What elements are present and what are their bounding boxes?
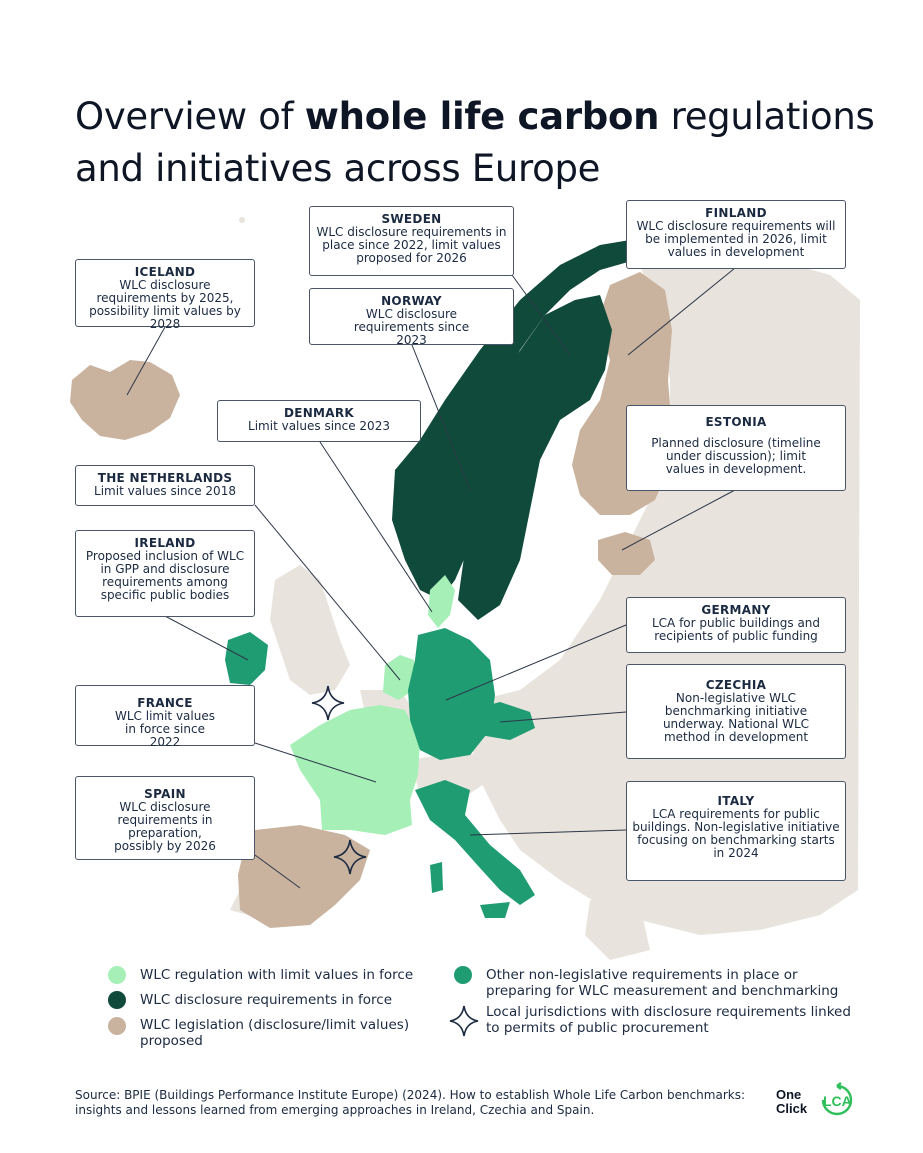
sardinia-shape bbox=[430, 862, 443, 893]
country-name: SPAIN bbox=[144, 787, 186, 801]
country-text: Proposed inclusion of WLC in GPP and disclosure requirements among specific public bodies bbox=[85, 549, 245, 602]
country-name: IRELAND bbox=[134, 536, 196, 550]
country-box-spain bbox=[75, 776, 255, 860]
legend-swatch-disclosure bbox=[108, 991, 126, 1009]
country-text: WLC disclosure requirements in preparation, possibly by 2026 bbox=[114, 800, 216, 853]
country-text: LCA requirements for public buildings. Non-legislative initiative focusing on benchmarking starts in 2024 bbox=[632, 807, 840, 860]
source-note: Source: BPIE (Buildings Performance Institute Europe) (2024). How to establish Whole Life Carbon benchmarks: insights and lessons learned from emerging approaches in Ireland, Czechia and Spain. bbox=[75, 1088, 746, 1117]
country-name: ITALY bbox=[717, 794, 755, 808]
legend-swatch-proposed bbox=[108, 1017, 126, 1035]
iceland-shape bbox=[70, 360, 180, 440]
country-box-estonia bbox=[626, 405, 846, 491]
legend-label-disclosure: WLC disclosure requirements in force bbox=[140, 992, 393, 1008]
country-box-czechia bbox=[626, 664, 846, 759]
country-box-netherlands bbox=[75, 465, 255, 506]
star-icon bbox=[448, 1004, 480, 1038]
country-text: WLC limit values in force since 2022 bbox=[115, 709, 215, 749]
logo-text: One Click bbox=[776, 1087, 808, 1116]
country-box-finland bbox=[626, 200, 846, 269]
country-name: THE NETHERLANDS bbox=[97, 471, 233, 485]
country-box-sweden bbox=[309, 206, 514, 276]
country-text: LCA for public buildings and recipients of public funding bbox=[651, 616, 821, 643]
country-box-france bbox=[75, 685, 255, 749]
country-box-norway bbox=[309, 288, 514, 345]
country-text: Planned disclosure (timeline under discussion); limit values in development. bbox=[651, 436, 821, 476]
country-box-denmark bbox=[217, 400, 421, 442]
country-text: Limit values since 2023 bbox=[248, 419, 390, 433]
country-box-ireland bbox=[75, 530, 255, 617]
country-text: WLC disclosure requirements since 2023 bbox=[353, 307, 470, 347]
country-name: NORWAY bbox=[381, 294, 442, 308]
legend-label-non-legislative: Other non-legislative requirements in place or preparing for WLC measurement and benchmarking bbox=[486, 967, 839, 999]
svg-text:LCA: LCA bbox=[823, 1093, 852, 1109]
legend-label-proposed: WLC legislation (disclosure/limit values) proposed bbox=[140, 1017, 410, 1049]
legend-label-limit-values: WLC regulation with limit values in force bbox=[140, 967, 414, 983]
country-box-iceland bbox=[75, 259, 255, 331]
country-name: CZECHIA bbox=[705, 678, 767, 692]
legend-label-local: Local jurisdictions with disclosure requirements linked to permits of public procurement bbox=[486, 1004, 851, 1036]
country-name: FRANCE bbox=[137, 696, 193, 710]
page-title: Overview of whole life carbon regulations and initiatives across Europe bbox=[75, 94, 875, 190]
country-text: WLC disclosure requirements in place since 2022, limit values proposed for 2026 bbox=[316, 225, 507, 265]
country-text: Limit values since 2018 bbox=[94, 484, 236, 498]
legend-swatch-non-legislative bbox=[454, 966, 472, 984]
sicily-shape bbox=[480, 902, 510, 918]
country-name: FINLAND bbox=[705, 206, 767, 220]
country-name: ESTONIA bbox=[705, 415, 767, 429]
legend-swatch-limit-values bbox=[108, 966, 126, 984]
france-shape bbox=[290, 705, 420, 835]
country-text: WLC disclosure requirements will be implemented in 2026, limit values in development bbox=[636, 219, 836, 259]
country-text: WLC disclosure requirements by 2025, possibility limit values by 2028 bbox=[89, 278, 241, 331]
country-box-germany bbox=[626, 597, 846, 653]
country-name: GERMANY bbox=[701, 603, 771, 617]
country-name: ICELAND bbox=[134, 265, 196, 279]
country-text: Non-legislative WLC benchmarking initiative underway. National WLC method in development bbox=[662, 691, 810, 744]
ireland-shape bbox=[225, 632, 268, 685]
country-name: SWEDEN bbox=[381, 212, 442, 226]
lca-mark-icon bbox=[816, 1082, 858, 1118]
country-box-italy bbox=[626, 781, 846, 881]
country-name: DENMARK bbox=[283, 406, 355, 420]
